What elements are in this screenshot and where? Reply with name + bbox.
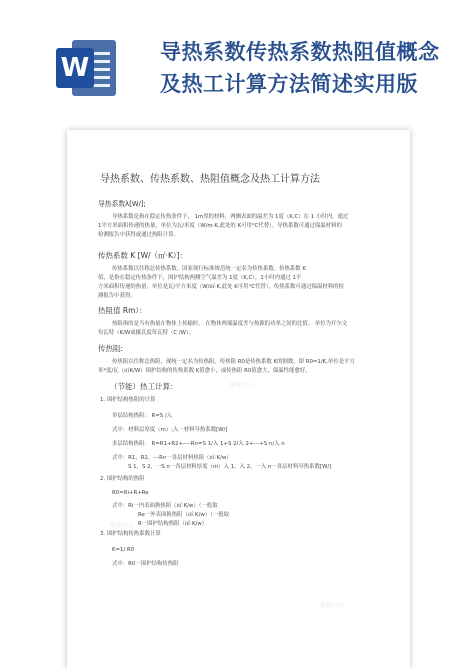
formula-line: S 1，S 2，一S n一各层材料厚度（m）入 1，入 2，一入 n一各层材料导热系数[W/] xyxy=(128,464,332,470)
formula-line: 式中：R0一围护结构传热阻 xyxy=(112,561,179,567)
word-icon xyxy=(56,36,118,100)
paragraph-line: 检测报告中获得或通过热阻计算。 xyxy=(98,232,179,238)
list-item: 2. 围护结构的热阻 xyxy=(100,476,145,482)
banner-title: 导热系数传热系数热阻值概念及热工计算方法简述实用版 xyxy=(160,40,440,96)
formula-line: R一围护结构热阻（㎡·K/w） xyxy=(138,521,208,527)
list-item: 1. 围护结构热阻的计算 xyxy=(100,397,156,403)
paragraph-line: 测报告中获得。 xyxy=(98,293,136,299)
section-heading: （节能）热工计算： xyxy=(110,382,178,391)
paragraph-line: 导热系数是指在稳定传热条件下， 1m厚的材料，两侧表面的温差为 1度（K,C）在 1 小时内，通过 xyxy=(112,214,349,220)
formula-line: R0=Ri+R+Re xyxy=(112,490,149,496)
formula-line: K=1/ R0 xyxy=(112,547,135,553)
formula-line: 式中：材料层厚度（m）;入一材料导热系数[W/] xyxy=(112,427,228,433)
formula-line: 单层结构热阻： R=S /入 xyxy=(112,413,173,419)
paragraph-line: 传热阻以往称总热阻，现统一定名为传热阻。传热阻 R0是传热系数 K的倒数，即 R0=1/K,单位是平方 xyxy=(112,359,355,365)
list-item: 3. 围护结构传热系数计算 xyxy=(100,531,161,537)
formula-line: Re一外表面换热阻（㎡·K/w）（一般取 xyxy=(138,512,230,518)
paragraph-line: 传热系数以往称总传热系数。国家现行标准规范统一定名为传热系数。传热系数 K xyxy=(112,266,306,272)
watermark: 熊猫办公 xyxy=(320,602,345,609)
section-heading: 传热阻: xyxy=(98,344,124,353)
paragraph-line: 方米面积传递的热量，单位是瓦/平方米度（W/㎡·K,此处 K可用°C代替），传热系数可通过保温材料的检 xyxy=(98,284,344,290)
section-heading: 导热系数λ[W/]; xyxy=(98,200,146,208)
watermark: 熊猫办公 xyxy=(230,382,255,389)
banner xyxy=(0,0,474,128)
paragraph-line: 米*度/瓦（㎡K/W）围护结构的传热系数 K值愈小，或传热阻 R0值愈大，保温性能愈好。 xyxy=(98,368,311,374)
formula-line: 式中：R1，R2，---Rn一各层材料热阻（㎡·K/w） xyxy=(112,455,232,461)
document-title: 导热系数、传热系数、热阻值概念及热工计算方法 xyxy=(100,174,320,185)
watermark: 熊猫办公 xyxy=(110,522,135,529)
paragraph-line: 每瓦特（K/W或摄氏度每瓦特（C /W）。 xyxy=(98,330,195,336)
paragraph-line: 热阻指的是当有热量在物体上传输时， 在物体两端温度差与热源的功率之间的比值。 单位为开尔文 xyxy=(112,321,348,327)
formula-line: 式中：Ri一内表面换热阻（㎡·K/w）（一般取 xyxy=(112,503,218,509)
word-logo-letter: W xyxy=(56,48,94,88)
section-heading: 热阻值 Rm）： xyxy=(98,306,147,315)
paragraph-line: 1平方米面积传递的热量，单位为瓦/米度（W/m·K,此处的 K可用°C代替）。导热系数可通过保温材料的 xyxy=(98,223,342,229)
paragraph-line: 值，是指在稳定传热条件下，围护结构两侧空气温差为 1度（K,C），1小时内通过 1平 xyxy=(98,275,302,281)
formula-line: 多层结构热阻： R=R1+R2+----Rn=S 1/入 1+S 2/入 2+---+S n/入 n xyxy=(112,441,285,447)
section-heading: 传热系数 K [W/（㎡·K）]： xyxy=(98,251,188,260)
